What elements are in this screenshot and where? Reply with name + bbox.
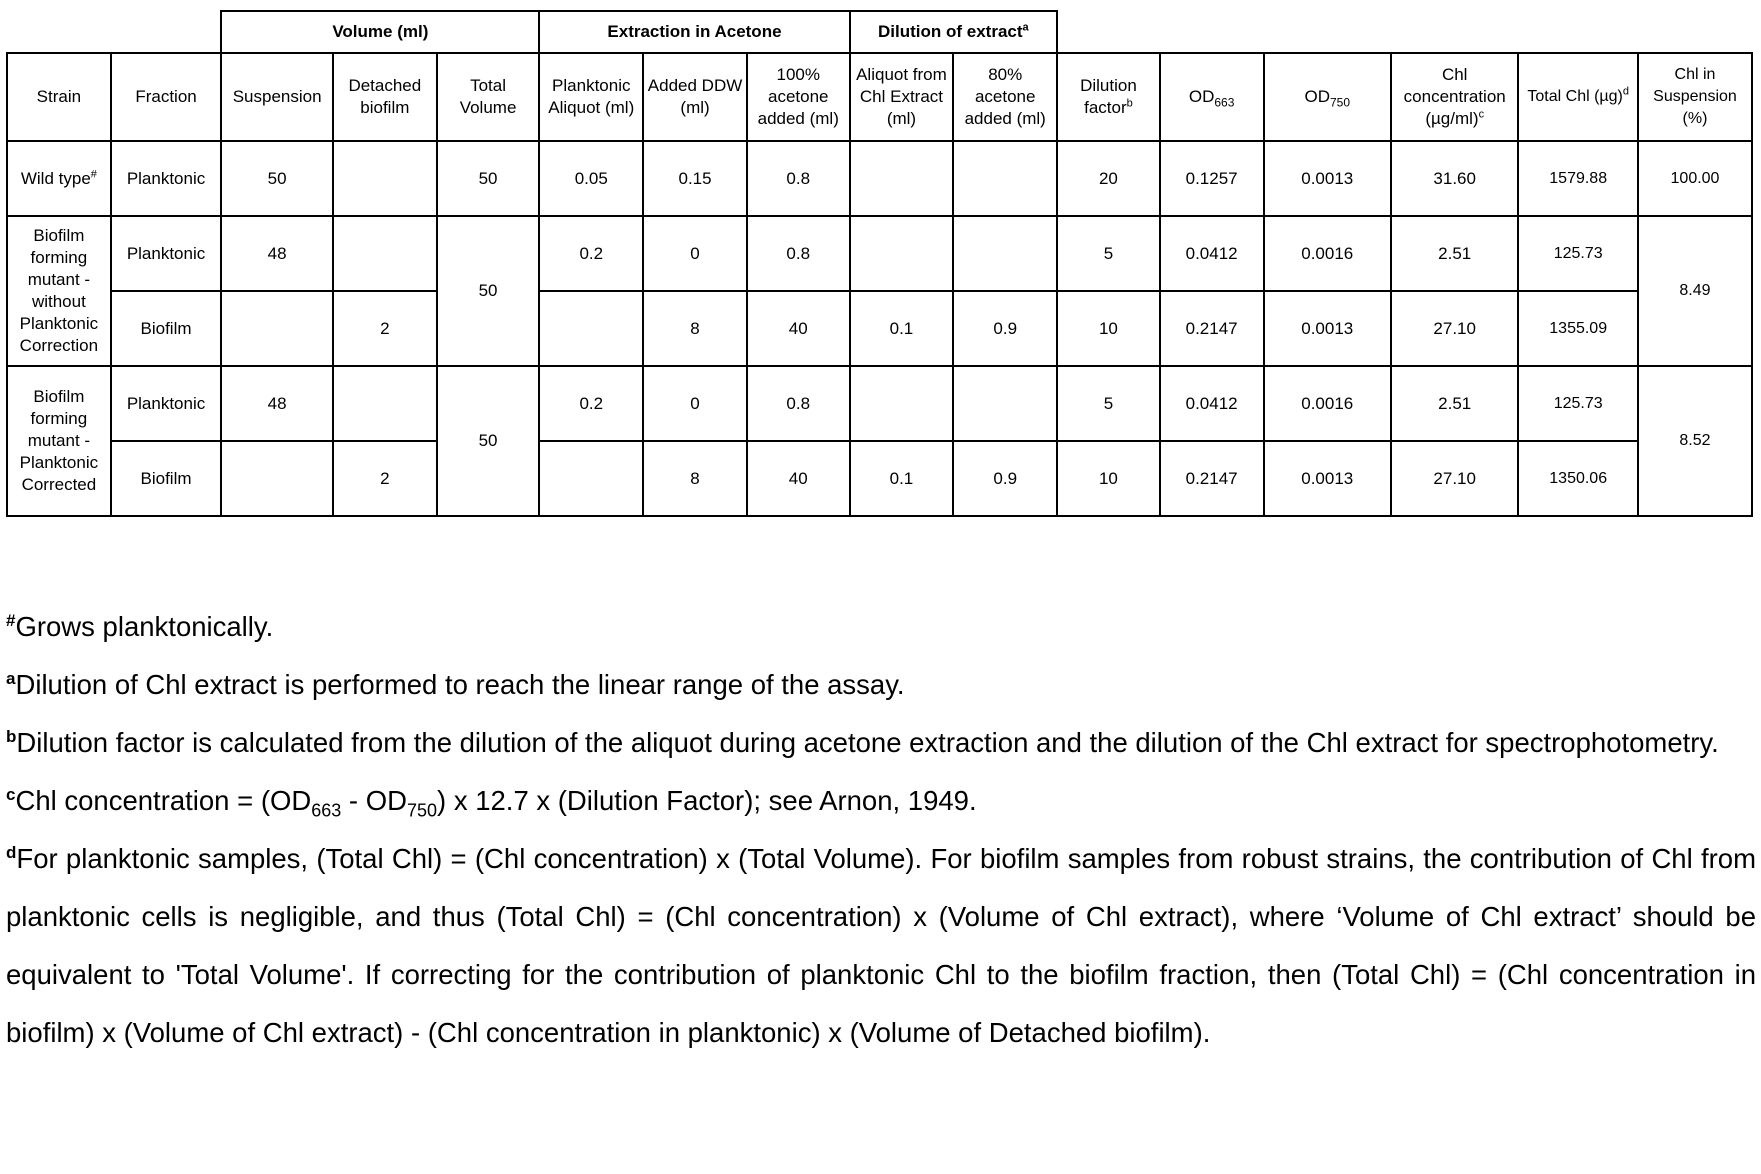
cell-chl-in-suspension: 8.52 [1638, 366, 1752, 516]
empty-corner-cell [7, 11, 221, 53]
cell-od663: 0.2147 [1160, 441, 1264, 516]
cell-aliquot-extract: 0.1 [850, 441, 954, 516]
footnotes [6, 598, 1756, 1062]
header-chl-concentration: Chl concentration $(\mu g/ml)^c$ [1391, 53, 1518, 141]
table-row-wild-type [7, 141, 1752, 216]
cell-dilution-factor: 5 [1057, 216, 1160, 291]
cell-od663: 0.2147 [1160, 291, 1264, 366]
cell-od750: 0.0016 [1264, 366, 1391, 441]
table-row-mutant2-biofilm [7, 441, 1752, 516]
cell-acetone-80: 0.9 [953, 291, 1057, 366]
header-strain: Strain [7, 53, 111, 141]
cell-aliquot: 0.2 [539, 216, 643, 291]
cell-suspension: 48 [221, 366, 333, 441]
cell-suspension: 50 [221, 141, 333, 216]
cell-od750: 0.0013 [1264, 141, 1391, 216]
cell-acetone-100: 0.8 [747, 216, 850, 291]
cell-chl-concentration: 27.10 [1391, 291, 1518, 366]
header-total-chl: Total Chl $(\mu g)^d$ [1518, 53, 1638, 141]
cell-od750: 0.0013 [1264, 441, 1391, 516]
cell-od663: 0.0412 [1160, 366, 1264, 441]
cell-strain: Biofilm forming mutant - Planktonic Corrected [7, 366, 111, 516]
header-suspension: Suspension [221, 53, 333, 141]
group-header-row [7, 11, 1752, 53]
cell-total-volume: 50 [437, 141, 540, 216]
header-acetone-80: 80% acetone added (ml) [953, 53, 1057, 141]
empty-header-cell [1057, 11, 1752, 53]
footnote-c: $^c$Chl concentration = $(OD_{663} - OD_{750})$ x 12.7 x (Dilution Factor); see Arnon, 1949. [6, 784, 977, 821]
cell-chl-concentration: 2.51 [1391, 216, 1518, 291]
cell-ddw: 8 [643, 291, 747, 366]
group-extraction: Extraction in Acetone [539, 11, 849, 53]
footnote-d: $^d$For planktonic samples, (Total Chl) = (Chl concentration) x (Total Volume). For biofilm samples from robust strains, the contribution of Chl from planktonic cells is negligible, and thus (Total Chl) = (Chl concentration) x (Volume of Chl extract), where ‘Volume of Chl extract’ should be equivalent to 'Total Volume'. If correcting for the contribution of planktonic Chl to the biofilm fraction, then (Total Chl) = (Chl concentration in biofilm) x (Volume of Chl extract) - (Chl concentration in planktonic) x (Volume of Detached biofilm). [6, 842, 1756, 1048]
cell-ddw: 0.15 [643, 141, 747, 216]
cell-detached [333, 141, 437, 216]
header-fraction: Fraction [111, 53, 222, 141]
cell-detached: 2 [333, 291, 437, 366]
cell-dilution-factor: 5 [1057, 366, 1160, 441]
cell-total-chl: 125.73 [1518, 366, 1638, 441]
column-header-row [7, 53, 1752, 141]
cell-od750: 0.0016 [1264, 216, 1391, 291]
header-acetone-100: 100% acetone added (ml) [747, 53, 850, 141]
cell-total-chl: 1579.88 [1518, 141, 1638, 216]
footnote-a: $^a$Dilution of Chl extract is performed to reach the linear range of the assay. [6, 668, 905, 700]
cell-detached: 2 [333, 441, 437, 516]
cell-suspension: 48 [221, 216, 333, 291]
group-volume: Volume (ml) [221, 11, 539, 53]
cell-od663: 0.0412 [1160, 216, 1264, 291]
cell-dilution-factor: 20 [1057, 141, 1160, 216]
cell-dilution-factor: 10 [1057, 291, 1160, 366]
table-row-mutant2-planktonic [7, 366, 1752, 441]
cell-chl-in-suspension: 100.00 [1638, 141, 1752, 216]
footnote-b: $^b$Dilution factor is calculated from the dilution of the aliquot during acetone extraction and the dilution of the Chl extract for spectrophotometry. [6, 726, 1719, 758]
cell-acetone-100: 0.8 [747, 366, 850, 441]
cell-aliquot-extract: 0.1 [850, 291, 954, 366]
cell-total-chl: 125.73 [1518, 216, 1638, 291]
cell-suspension [221, 441, 333, 516]
cell-fraction: Planktonic [111, 366, 222, 441]
cell-aliquot [539, 291, 643, 366]
cell-ddw: 8 [643, 441, 747, 516]
cell-acetone-80 [953, 141, 1057, 216]
cell-od750: 0.0013 [1264, 291, 1391, 366]
cell-acetone-80: 0.9 [953, 441, 1057, 516]
cell-chl-concentration: 2.51 [1391, 366, 1518, 441]
cell-total-volume: 50 [437, 366, 540, 516]
header-aliquot-extract: Aliquot from Chl Extract (ml) [850, 53, 954, 141]
cell-total-chl: 1350.06 [1518, 441, 1638, 516]
cell-chl-in-suspension: 8.49 [1638, 216, 1752, 366]
cell-fraction: Planktonic [111, 141, 222, 216]
cell-acetone-100: 40 [747, 291, 850, 366]
header-chl-in-suspension: Chl in Suspension (%) [1638, 53, 1752, 141]
cell-chl-concentration: 27.10 [1391, 441, 1518, 516]
cell-detached [333, 366, 437, 441]
cell-od663: 0.1257 [1160, 141, 1264, 216]
cell-fraction: Biofilm [111, 441, 222, 516]
cell-aliquot: 0.05 [539, 141, 643, 216]
cell-aliquot-extract [850, 216, 954, 291]
cell-strain: Wild type# [7, 141, 111, 216]
chlorophyll-table [6, 10, 1753, 517]
cell-ddw: 0 [643, 366, 747, 441]
header-dilution-factor: Dilution factor$^b$ [1057, 53, 1160, 141]
cell-acetone-100: 40 [747, 441, 850, 516]
cell-aliquot-extract [850, 366, 954, 441]
cell-total-volume: 50 [437, 216, 540, 366]
cell-detached [333, 216, 437, 291]
cell-fraction: Biofilm [111, 291, 222, 366]
cell-fraction: Planktonic [111, 216, 222, 291]
cell-aliquot-extract [850, 141, 954, 216]
cell-suspension [221, 291, 333, 366]
cell-aliquot [539, 441, 643, 516]
cell-strain: Biofilm forming mutant - without Planktonic Correction [7, 216, 111, 366]
header-total-volume: Total Volume [437, 53, 540, 141]
cell-dilution-factor: 10 [1057, 441, 1160, 516]
header-od750: $OD_{750}$ [1264, 53, 1391, 141]
cell-acetone-80 [953, 366, 1057, 441]
cell-chl-concentration: 31.60 [1391, 141, 1518, 216]
header-added-ddw: Added DDW (ml) [643, 53, 747, 141]
group-dilution: Dilution of extract$^a$ [850, 11, 1058, 53]
cell-acetone-80 [953, 216, 1057, 291]
header-detached-biofilm: Detached biofilm [333, 53, 437, 141]
header-planktonic-aliquot: Planktonic Aliquot (ml) [539, 53, 643, 141]
cell-aliquot: 0.2 [539, 366, 643, 441]
table-row-mutant1-planktonic [7, 216, 1752, 291]
footnote-hash: #Grows planktonically. [6, 610, 274, 642]
cell-acetone-100: 0.8 [747, 141, 850, 216]
cell-ddw: 0 [643, 216, 747, 291]
table-row-mutant1-biofilm [7, 291, 1752, 366]
cell-total-chl: 1355.09 [1518, 291, 1638, 366]
header-od663: $OD_{663}$ [1160, 53, 1264, 141]
